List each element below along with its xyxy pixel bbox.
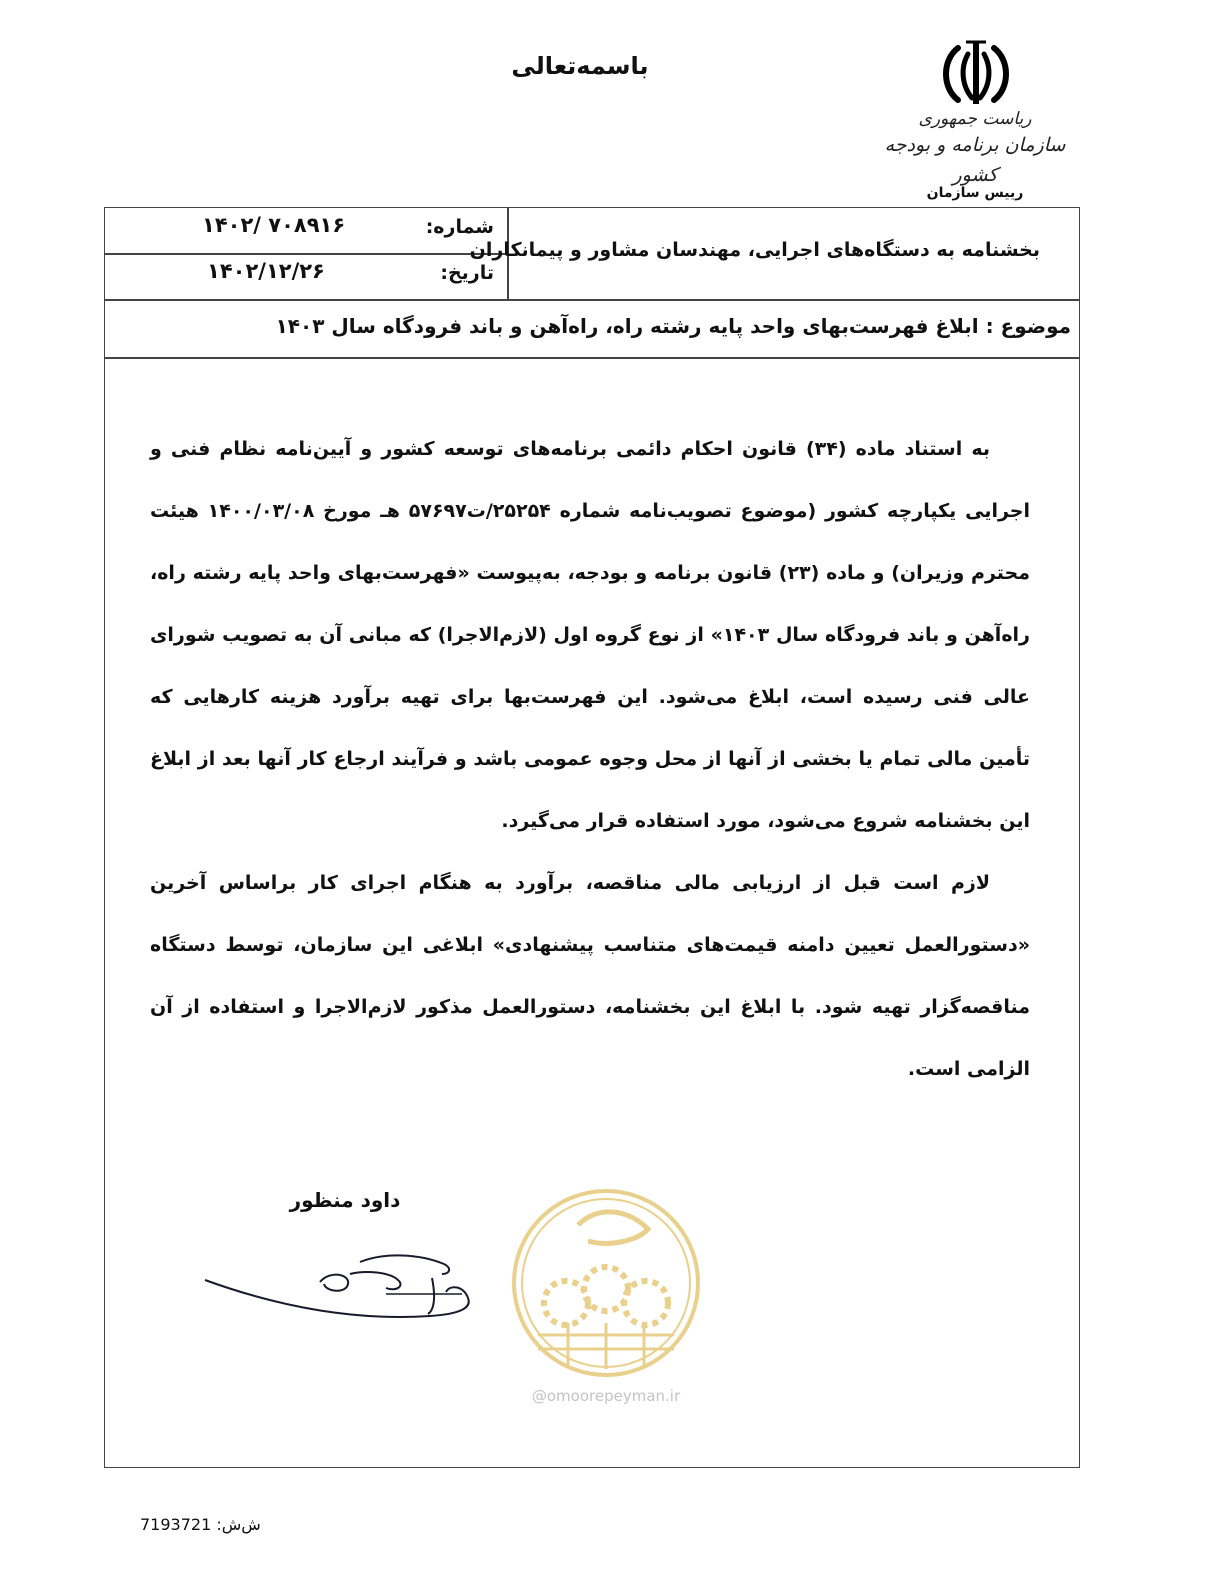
reference-value: 7193721	[140, 1515, 212, 1534]
organization-name	[880, 108, 1070, 186]
number-label: شماره:	[425, 216, 494, 238]
watermark-seal	[508, 1185, 704, 1405]
org-line-organization: سازمان برنامه و بودجه کشور	[884, 134, 1066, 186]
reference-label: ش‌ش:	[216, 1515, 261, 1534]
head-title: رییس سازمان	[926, 185, 1024, 201]
letter-body	[150, 418, 1030, 1100]
watermark-site: @omoorepeyman.ir	[531, 1387, 681, 1405]
handwritten-signature	[200, 1240, 490, 1330]
signer-name: داود منظور	[289, 1188, 401, 1212]
body-paragraph: به استناد ماده (۳۴) قانون احکام دائمی برنامه‌های توسعه کشور و آیین‌نامه نظام فنی و اجرایی یکپارچه کشور (موضوع تصویب‌نامه شماره ۲۵۲۵۴/ت۵۷۶۹۷ هـ مورخ ۱۴۰۰/۰۳/۰۸ هیئت محترم وزیران) و ماده (۲۳) قانون برنامه و بودجه، به‌پیوست «فهرست‌بهای واحد پایه رشته راه، راه‌آهن و باند فرودگاه سال ۱۴۰۳» از نوع گروه اول (لازم‌الاجرا) که مبانی آن به تصویب شورای عالی فنی رسیده است، ابلاغ می‌شود. این فهرست‌بها برای تهیه برآورد هزینه کارهایی که تأمین مالی تمام یا بخشی از آنها از محل وجوه عمومی باشد و فرآیند ارجاع کار آنها بعد از ابلاغ این بخشنامه شروع می‌شود، مورد استفاده قرار می‌گیرد.	[150, 438, 1031, 832]
iran-emblem-icon	[936, 38, 1016, 110]
date-value: ۱۴۰۲/۱۲/۲۶	[207, 259, 325, 283]
meta-divider	[104, 253, 508, 255]
watermark-logo-icon	[508, 1185, 704, 1381]
header-divider	[104, 299, 1080, 301]
org-line-presidency: ریاست جمهوری	[918, 109, 1032, 129]
subject-line: موضوع : ابلاغ فهرست‌بهای واحد پایه رشته راه، راه‌آهن و باند فرودگاه سال ۱۴۰۳	[275, 314, 1071, 338]
recipients: بخشنامه به دستگاه‌های اجرایی، مهندسان مشاور و پیمانکاران	[469, 239, 1040, 261]
date-label: تاریخ:	[440, 262, 494, 284]
subject-divider	[104, 357, 1080, 359]
bismillah-heading: باسمه‌تعالی	[511, 52, 649, 80]
body-paragraph: لازم است قبل از ارزیابی مالی مناقصه، برآورد به هنگام اجرای کار براساس آخرین «دستورالعمل تعیین دامنه قیمت‌های متناسب پیشنهادی» ابلاغی این سازمان، توسط دستگاه مناقصه‌گزار تهیه شود. با ابلاغ این بخشنامه، دستورالعمل مذکور لازم‌الاجرا و استفاده از آن الزامی است.	[150, 872, 1030, 1080]
reference-number	[140, 1515, 261, 1534]
number-value: ۱۴۰۲/ ۷۰۸۹۱۶	[202, 213, 346, 237]
